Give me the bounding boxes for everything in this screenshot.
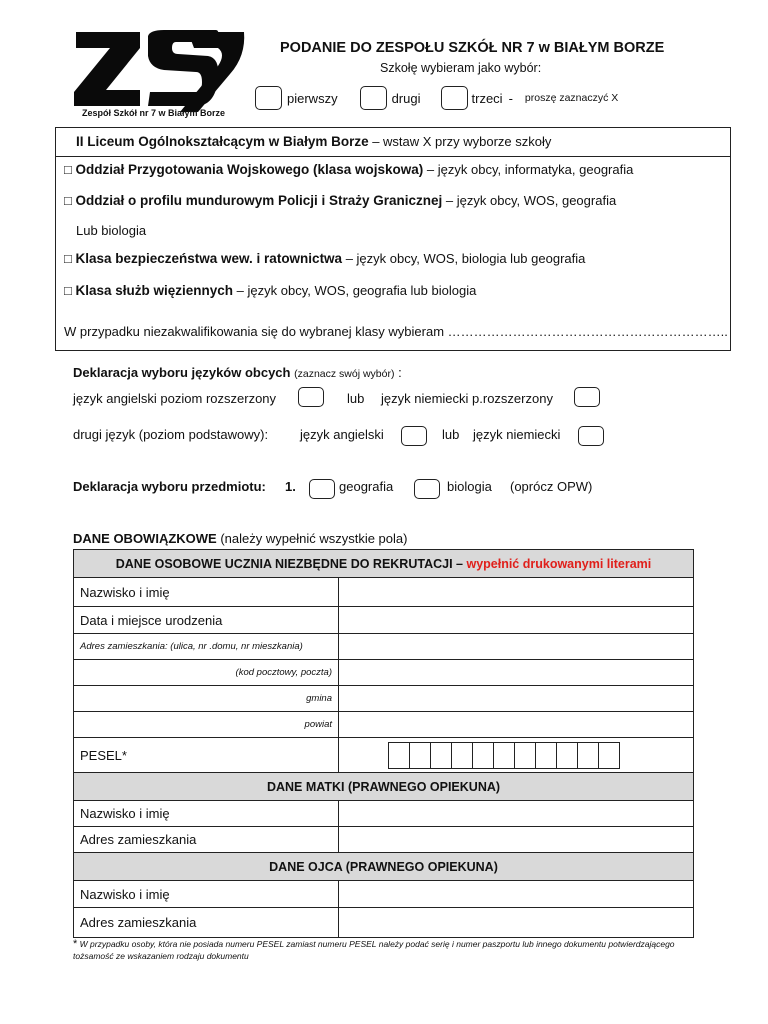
choice-second-label: drugi — [391, 90, 421, 106]
pesel-digit-box[interactable] — [535, 742, 557, 769]
address-label: Adres zamieszkania: (ulica, nr .domu, nr mieszkania) — [74, 634, 339, 660]
english-basic-label: język angielski — [300, 427, 384, 442]
class-subjects: – język obcy, WOS, geografia lub biologia — [233, 283, 477, 298]
choice-second-checkbox[interactable] — [360, 86, 387, 110]
school-classes-frame — [55, 127, 731, 351]
address-field[interactable] — [339, 634, 694, 660]
german-extended-checkbox[interactable] — [574, 387, 600, 407]
class-bullet: □ — [64, 193, 72, 208]
german-basic-label: język niemiecki — [473, 427, 561, 442]
school-name: II Liceum Ogólnokształcącym w Białym Borze — [76, 134, 369, 149]
choice-first-checkbox[interactable] — [255, 86, 282, 110]
student-header-red-note: wypełnić drukowanymi literami — [466, 556, 652, 571]
student-header-dash: – — [452, 556, 467, 571]
biology-checkbox[interactable] — [414, 479, 440, 499]
german-extended-label: język niemiecki p.rozszerzony — [381, 391, 553, 406]
birth-field[interactable] — [339, 607, 694, 634]
geography-checkbox[interactable] — [309, 479, 335, 499]
commune-field[interactable] — [339, 686, 694, 712]
pesel-boxes — [389, 742, 687, 769]
class-name: Klasa służb więziennych — [75, 283, 234, 298]
or-label: lub — [347, 391, 365, 406]
pesel-digit-box[interactable] — [388, 742, 410, 769]
footnote — [73, 938, 713, 962]
pesel-digit-box[interactable] — [472, 742, 494, 769]
school-choice-row — [255, 86, 618, 110]
pesel-label: PESEL* — [74, 738, 339, 773]
student-header-text: DANE OSOBOWE UCZNIA NIEZBĘDNE DO REKRUTACJI — [115, 556, 453, 571]
father-name-field[interactable] — [339, 881, 694, 908]
school-header — [56, 128, 730, 157]
student-name-label: Nazwisko i imię — [74, 578, 339, 607]
choice-third-label: trzeci — [471, 90, 503, 106]
subject-number: 1. — [285, 479, 296, 494]
pesel-digit-box[interactable] — [556, 742, 578, 769]
english-extended-label: język angielski poziom rozszerzony — [73, 391, 277, 406]
pesel-digit-box[interactable] — [514, 742, 536, 769]
class-continuation: Lub biologia — [76, 223, 147, 238]
mandatory-title: DANE OBOWIĄZKOWE — [73, 531, 217, 546]
county-label: powiat — [74, 712, 339, 738]
class-name: Oddział Przygotowania Wojskowego (klasa wojskowa) — [75, 162, 424, 177]
class-option-security[interactable] — [64, 251, 585, 266]
form-subtitle: Szkołę wybieram jako wybór: — [380, 61, 542, 75]
mother-name-label: Nazwisko i imię — [74, 801, 339, 827]
mandatory-title-line — [73, 531, 407, 546]
class-option-military[interactable] — [64, 162, 633, 177]
languages-colon: : — [394, 365, 402, 380]
geography-label: geografia — [339, 479, 394, 494]
english-extended-checkbox[interactable] — [298, 387, 324, 407]
class-option-prison[interactable] — [64, 283, 476, 298]
school-instruction: – wstaw X przy wyborze szkoły — [368, 134, 552, 149]
class-bullet: □ — [64, 162, 72, 177]
footnote-mark: * — [73, 938, 78, 950]
class-option-uniformed[interactable] — [64, 193, 616, 208]
student-name-field[interactable] — [339, 578, 694, 607]
father-address-field[interactable] — [339, 908, 694, 938]
choice-third-checkbox[interactable] — [441, 86, 468, 110]
mother-section-header: DANE MATKI (PRAWNEGO OPIEKUNA) — [74, 773, 694, 801]
choice-first-label: pierwszy — [287, 90, 338, 106]
languages-hint: (zaznacz swój wybór) — [294, 368, 395, 380]
pesel-digit-box[interactable] — [577, 742, 599, 769]
subject-note: (oprócz OPW) — [510, 479, 593, 494]
second-language-label: drugi język (poziom podstawowy): — [73, 427, 269, 442]
class-bullet: □ — [64, 283, 72, 298]
mother-name-field[interactable] — [339, 801, 694, 827]
mandatory-note: (należy wypełnić wszystkie pola) — [216, 531, 408, 546]
postal-label: (kod pocztowy, poczta) — [74, 660, 339, 686]
birth-label: Data i miejsce urodzenia — [74, 607, 339, 634]
pesel-field[interactable] — [339, 738, 694, 773]
footnote-text: W przypadku osoby, która nie posiada numeru PESEL zamiast numeru PESEL należy podać serię i numer paszportu lub innego dokumentu potwierdzającego tożsamość ze wskazaniem rodzaju dokumentu — [73, 939, 675, 961]
pesel-digit-box[interactable] — [409, 742, 431, 769]
father-section-header: DANE OJCA (PRAWNEGO OPIEKUNA) — [74, 853, 694, 881]
english-basic-checkbox[interactable] — [401, 426, 427, 446]
mother-address-field[interactable] — [339, 827, 694, 853]
class-subjects: – język obcy, informatyka, geografia — [423, 162, 634, 177]
or-label: lub — [442, 427, 460, 442]
pesel-digit-box[interactable] — [493, 742, 515, 769]
commune-label: gmina — [74, 686, 339, 712]
pesel-digit-box[interactable] — [598, 742, 620, 769]
logo-caption: Zespół Szkół nr 7 w Białym Borze — [82, 108, 226, 118]
logo-letter-z — [74, 32, 140, 106]
pesel-digit-box[interactable] — [451, 742, 473, 769]
fallback-class-line[interactable]: W przypadku niezakwalifikowania się do wybranej klasy wybieram ……………………………………………………….. — [64, 324, 728, 339]
postal-field[interactable] — [339, 660, 694, 686]
student-section-header — [74, 550, 694, 578]
county-field[interactable] — [339, 712, 694, 738]
pesel-digit-box[interactable] — [430, 742, 452, 769]
class-bullet: □ — [64, 251, 72, 266]
languages-title: Deklaracja wyboru języków obcych — [73, 365, 291, 380]
german-basic-checkbox[interactable] — [578, 426, 604, 446]
personal-data-table — [73, 549, 694, 938]
choice-note: proszę zaznaczyć X — [524, 92, 619, 104]
biology-label: biologia — [447, 479, 492, 494]
languages-title-line — [73, 365, 402, 380]
mother-address-label: Adres zamieszkania — [74, 827, 339, 853]
father-name-label: Nazwisko i imię — [74, 881, 339, 908]
subject-title: Deklaracja wyboru przedmiotu: — [73, 479, 266, 494]
class-subjects: – język obcy, WOS, biologia lub geografia — [342, 251, 586, 266]
class-name: Klasa bezpieczeństwa wew. i ratownictwa — [75, 251, 343, 266]
class-name: Oddział o profilu mundurowym Policji i Straży Granicznej — [75, 193, 443, 208]
form-title: PODANIE DO ZESPOŁU SZKÓŁ NR 7 w BIAŁYM BORZE — [280, 40, 665, 56]
class-subjects: – język obcy, WOS, geografia — [442, 193, 617, 208]
choice-dash: - — [508, 90, 513, 106]
father-address-label: Adres zamieszkania — [74, 908, 339, 938]
